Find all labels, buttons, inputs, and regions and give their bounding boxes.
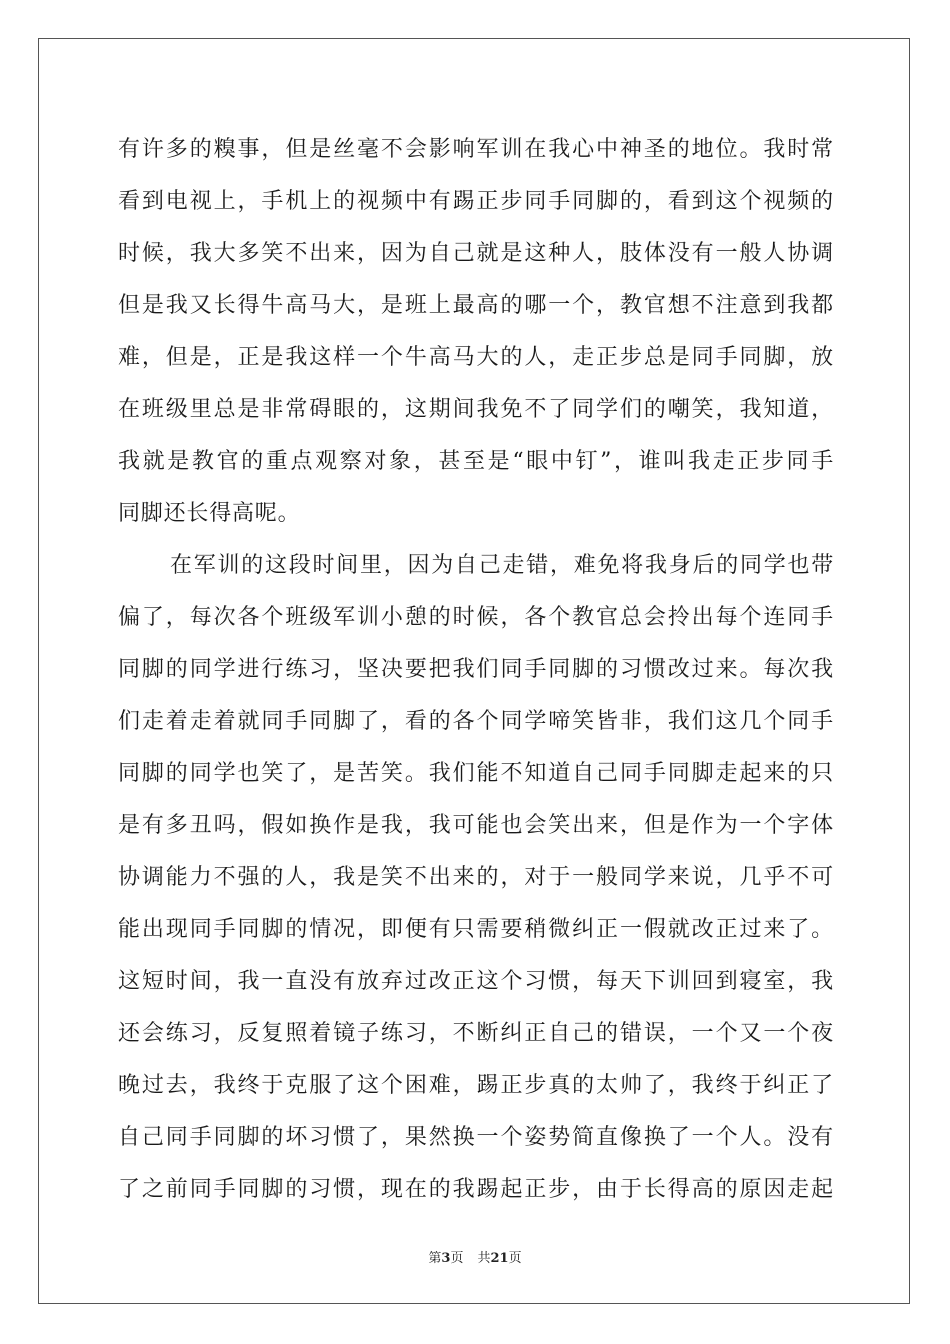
text-line: 在班级里总是非常碍眼的，这期间我免不了同学们的嘲笑，我知道， xyxy=(118,397,834,422)
total-label-suffix: 页 xyxy=(508,1251,522,1266)
text-line: 协调能力不强的人，我是笑不出来的，对于一般同学来说，几乎不可 xyxy=(118,865,834,890)
text-line: 们走着走着就同手同脚了，看的各个同学啼笑皆非，我们这几个同手 xyxy=(118,709,834,734)
text-line: 有许多的糗事，但是丝毫不会影响军训在我心中神圣的地位。我时常 xyxy=(118,137,834,162)
document-body xyxy=(118,127,834,1219)
text-line: 了之前同手同脚的习惯，现在的我踢起正步，由于长得高的原因走起 xyxy=(118,1177,834,1202)
page-label-prefix: 第 xyxy=(428,1251,442,1266)
text-line: 还会练习，反复照着镜子练习，不断纠正自己的错误，一个又一个夜 xyxy=(118,1021,834,1046)
text-line: 能出现同手同脚的情况，即便有只需要稍微纠正一假就改正过来了。 xyxy=(118,917,834,942)
page-footer xyxy=(0,1247,950,1266)
text-line: 同脚还长得高呢。 xyxy=(118,501,301,526)
text-line: 同脚的同学进行练习，坚决要把我们同手同脚的习惯改过来。每次我 xyxy=(118,657,834,682)
text-line: 是有多丑吗，假如换作是我，我可能也会笑出来，但是作为一个字体 xyxy=(118,813,834,838)
text-line: 难，但是，正是我这样一个牛高马大的人，走正步总是同手同脚，放 xyxy=(118,345,834,370)
page-number: 3 xyxy=(441,1251,451,1266)
paragraph-first-line: 在军训的这段时间里，因为自己走错，难免将我身后的同学也带 xyxy=(170,553,834,578)
text-line: 同脚的同学也笑了，是苦笑。我们能不知道自己同手同脚走起来的只 xyxy=(118,761,834,786)
text-line: 晚过去，我终于克服了这个困难，踢正步真的太帅了，我终于纠正了 xyxy=(118,1073,834,1098)
page-label-suffix: 页 xyxy=(450,1251,464,1266)
text-line: 我就是教官的重点观察对象，甚至是“眼中钉”，谁叫我走正步同手 xyxy=(118,449,834,474)
total-pages: 21 xyxy=(490,1251,509,1266)
text-line: 偏了，每次各个班级军训小憩的时候，各个教官总会拎出每个连同手 xyxy=(118,605,834,630)
text-line: 但是我又长得牛高马大，是班上最高的哪一个，教官想不注意到我都 xyxy=(118,293,834,318)
text-line: 自己同手同脚的坏习惯了，果然换一个姿势简直像换了一个人。没有 xyxy=(118,1125,834,1150)
text-line: 时候，我大多笑不出来，因为自己就是这种人，肢体没有一般人协调 xyxy=(118,241,834,266)
text-line: 这短时间，我一直没有放弃过改正这个习惯，每天下训回到寝室，我 xyxy=(118,969,834,994)
total-label-prefix: 共 xyxy=(477,1251,491,1266)
text-line: 看到电视上，手机上的视频中有踢正步同手同脚的，看到这个视频的 xyxy=(118,189,834,214)
